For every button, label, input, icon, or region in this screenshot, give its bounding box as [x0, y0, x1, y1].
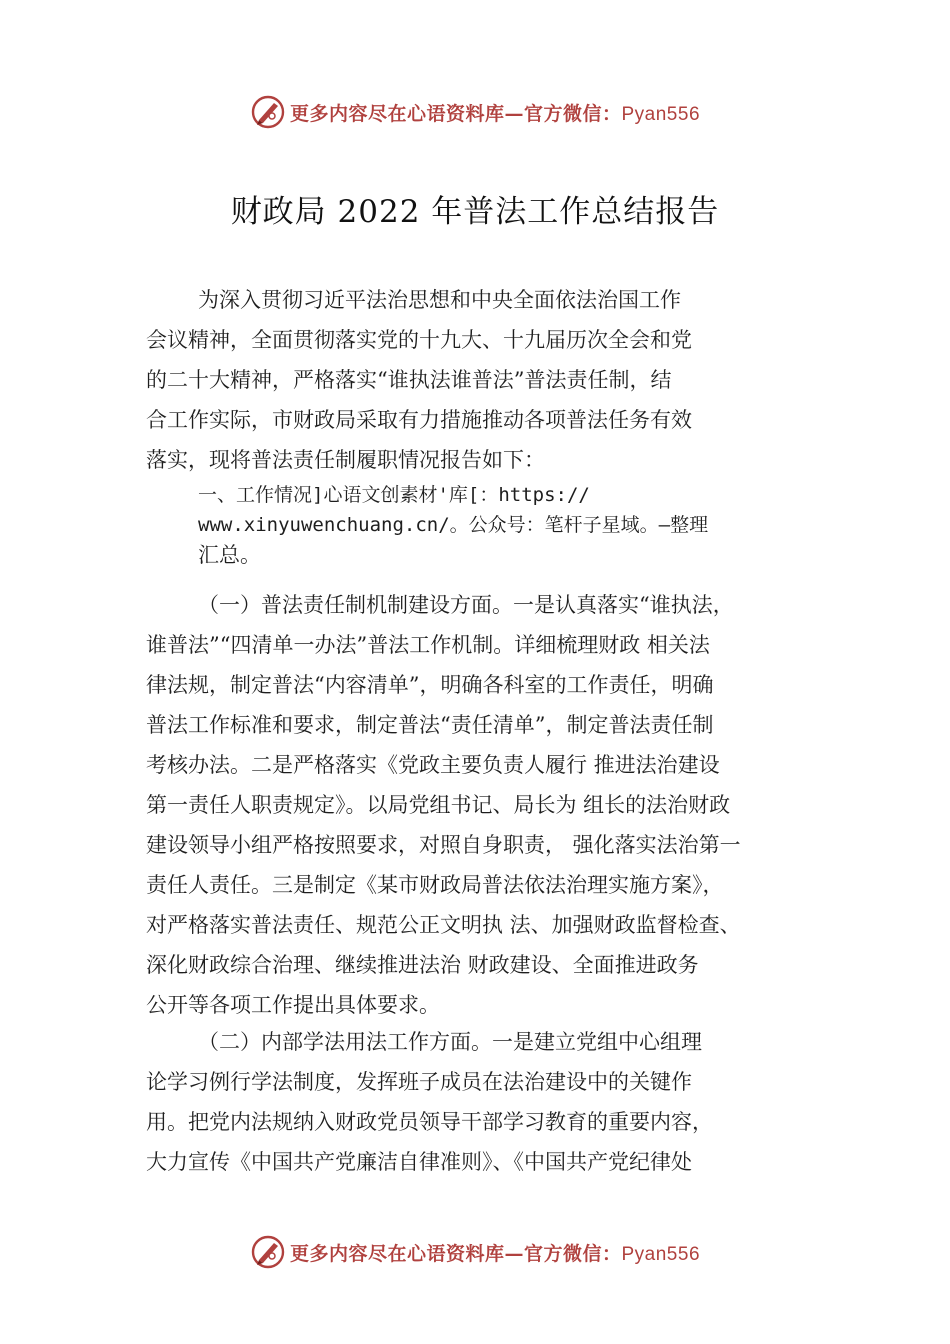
text-line: 深化财政综合治理、继续推进法治 财政建设、全面推进政务 — [146, 953, 699, 977]
paragraph-internal-study — [146, 1022, 836, 1182]
document-title: 财政局 2022 年普法工作总结报告 — [230, 194, 720, 230]
text-line: 一、工作情况]心语文创素材'库[：https:// — [198, 484, 590, 506]
text-line: 论学习例行学法制度，发挥班子成员在法治建设中的关键作 — [146, 1070, 692, 1094]
text-line: 谁普法”“四清单一办法”普法工作机制。详细梳理财政 相关法 — [146, 633, 710, 657]
pen-logo-icon — [250, 94, 286, 130]
text-line: 第一责任人职责规定》。以局党组书记、局长为 组长的法治财政 — [146, 793, 731, 817]
header-banner — [0, 92, 950, 132]
text-line: （二）内部学法用法工作方面。一是建立党组中心组理 — [198, 1030, 702, 1054]
text-line: www.xinyuwenchuang.cn/。公众号：笔杆子星域。—整理 — [198, 514, 709, 536]
text-line: 建设领导小组严格按照要求，对照自身职责， 强化落实法治第一 — [146, 833, 741, 857]
paragraph-responsibility-mechanism — [146, 585, 836, 1025]
text-line: 的二十大精神，严格落实“谁执法谁普法”普法责任制，结 — [146, 368, 672, 392]
text-line: 律法规，制定普法“内容清单”，明确各科室的工作责任，明确 — [146, 673, 714, 697]
text-line: 合工作实际，市财政局采取有力措施推动各项普法任务有效 — [146, 408, 692, 432]
text-line: 公开等各项工作提出具体要求。 — [146, 993, 440, 1017]
text-line: 为深入贯彻习近平法治思想和中央全面依法治国工作 — [198, 288, 681, 312]
footer-banner — [0, 1232, 950, 1272]
text-line: 对严格落实普法责任、规范公正文明执 法、加强财政监督检查、 — [146, 913, 741, 937]
banner-wechat-handle: Pyan556 — [621, 103, 701, 125]
text-line: 会议精神，全面贯彻落实党的十九大、十九届历次全会和党 — [146, 328, 692, 352]
text-line: 普法工作标准和要求，制定普法“责任清单”，制定普法责任制 — [146, 713, 714, 737]
banner-text: 更多内容尽在心语资料库—官方微信：Pyan556 — [289, 102, 701, 125]
paragraph-intro — [146, 280, 836, 480]
section-heading-work-status — [146, 480, 836, 570]
banner-wechat-handle: Pyan556 — [621, 1243, 701, 1265]
text-line: 汇总。 — [198, 543, 261, 567]
text-line: 责任人责任。三是制定《某市财政局普法依法治理实施方案》， — [146, 873, 724, 897]
text-line: 落实，现将普法责任制履职情况报告如下： — [146, 448, 545, 472]
text-line: 考核办法。二是严格落实《党政主要负责人履行 推进法治建设 — [146, 753, 720, 777]
banner-text: 更多内容尽在心语资料库—官方微信：Pyan556 — [289, 1242, 701, 1265]
text-line: 用。把党内法规纳入财政党员领导干部学习教育的重要内容， — [146, 1110, 713, 1134]
pen-logo-icon — [250, 1234, 286, 1270]
text-line: 大力宣传《中国共产党廉洁自律准则》、《中国共产党纪律处 — [146, 1150, 692, 1174]
text-line: （一）普法责任制机制建设方面。一是认真落实“谁执法， — [198, 593, 734, 617]
